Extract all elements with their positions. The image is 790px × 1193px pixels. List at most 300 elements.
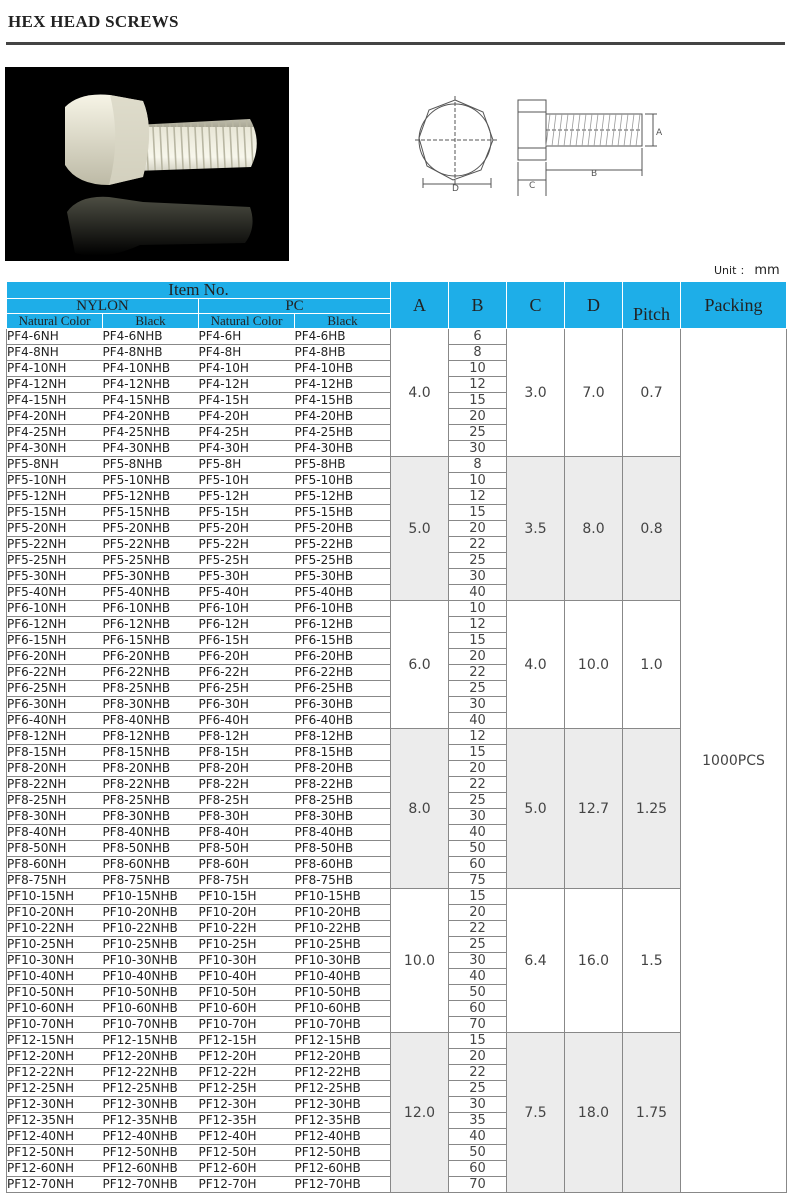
nylon-black-code: PF8-22NHB [103,777,199,793]
pc-natural-code: PF5-22H [199,537,295,553]
nylon-natural-code: PF8-25NH [7,793,103,809]
dim-a-value: 6.0 [391,601,449,729]
dim-b-value: 15 [449,393,507,409]
dim-c-value: 4.0 [507,601,565,729]
nylon-black-code: PF6-22NHB [103,665,199,681]
nylon-natural-code: PF5-30NH [7,569,103,585]
pc-black-code: PF10-25HB [295,937,391,953]
dim-b-value: 22 [449,665,507,681]
dim-b-value: 20 [449,649,507,665]
pc-black-code: PF4-8HB [295,345,391,361]
pc-black-code: PF10-20HB [295,905,391,921]
nylon-natural-code: PF5-15NH [7,505,103,521]
nylon-natural-code: PF6-20NH [7,649,103,665]
dim-a-value: 12.0 [391,1033,449,1193]
dim-b-value: 20 [449,409,507,425]
nylon-natural-code: PF5-8NH [7,457,103,473]
nylon-natural-code: PF4-10NH [7,361,103,377]
nylon-black-code: PF4-12NHB [103,377,199,393]
pc-black-code: PF8-15HB [295,745,391,761]
nylon-black-code: PF10-25NHB [103,937,199,953]
dim-b-value: 40 [449,585,507,601]
dim-b-value: 22 [449,537,507,553]
pc-black-code: PF5-30HB [295,569,391,585]
dim-b-value: 10 [449,601,507,617]
dim-b-value: 12 [449,729,507,745]
nylon-black-code: PF10-15NHB [103,889,199,905]
dim-b-value: 25 [449,937,507,953]
nylon-natural-code: PF6-30NH [7,697,103,713]
pitch-value: 0.7 [623,329,681,457]
nylon-black-code: PF4-6NHB [103,329,199,345]
pc-black-code: PF6-10HB [295,601,391,617]
pc-natural-code: PF12-25H [199,1081,295,1097]
pc-natural-code: PF6-12H [199,617,295,633]
pc-natural-code: PF10-22H [199,921,295,937]
pc-natural-code: PF4-30H [199,441,295,457]
nylon-black-code: PF8-60NHB [103,857,199,873]
nylon-natural-code: PF5-25NH [7,553,103,569]
pc-natural-code: PF8-20H [199,761,295,777]
pc-natural-code: PF5-40H [199,585,295,601]
nylon-natural-code: PF12-40NH [7,1129,103,1145]
nylon-black-code: PF6-10NHB [103,601,199,617]
pc-natural-code: PF8-60H [199,857,295,873]
header-packing: Packing [681,282,787,329]
pc-natural-code: PF4-6H [199,329,295,345]
spec-table [6,281,787,1193]
dim-c-value: 6.4 [507,889,565,1033]
nylon-natural-code: PF4-8NH [7,345,103,361]
pc-natural-code: PF8-15H [199,745,295,761]
dim-c-value: 3.0 [507,329,565,457]
dim-b-value: 40 [449,713,507,729]
unit-value: mm [754,263,780,278]
dim-b-value: 30 [449,953,507,969]
nylon-natural-code: PF12-50NH [7,1145,103,1161]
nylon-natural-code: PF10-70NH [7,1017,103,1033]
nylon-natural-code: PF8-15NH [7,745,103,761]
pc-black-code: PF5-15HB [295,505,391,521]
dim-b-value: 22 [449,777,507,793]
dim-b-value: 20 [449,521,507,537]
dim-b-value: 15 [449,1033,507,1049]
nylon-natural-code: PF10-20NH [7,905,103,921]
dim-d-value: 7.0 [565,329,623,457]
nylon-black-code: PF10-20NHB [103,905,199,921]
header-nylon: NYLON [7,299,199,314]
nylon-black-code: PF4-25NHB [103,425,199,441]
pc-black-code: PF6-25HB [295,681,391,697]
pc-natural-code: PF5-20H [199,521,295,537]
pc-natural-code: PF8-50H [199,841,295,857]
header-pitch: Pitch [623,282,681,329]
pc-black-code: PF10-30HB [295,953,391,969]
nylon-black-code: PF5-22NHB [103,537,199,553]
dim-b-value: 60 [449,857,507,873]
nylon-natural-code: PF10-22NH [7,921,103,937]
pc-natural-code: PF5-25H [199,553,295,569]
nylon-black-code: PF12-15NHB [103,1033,199,1049]
dim-b-value: 25 [449,681,507,697]
nylon-natural-code: PF12-20NH [7,1049,103,1065]
nylon-black-code: PF8-15NHB [103,745,199,761]
dim-b-value: 40 [449,1129,507,1145]
nylon-natural-code: PF8-30NH [7,809,103,825]
nylon-black-code: PF4-30NHB [103,441,199,457]
nylon-natural-code: PF4-12NH [7,377,103,393]
nylon-black-code: PF5-10NHB [103,473,199,489]
unit-label: Unit ： [714,264,751,277]
pc-black-code: PF12-20HB [295,1049,391,1065]
nylon-black-code: PF12-20NHB [103,1049,199,1065]
nylon-natural-code: PF5-12NH [7,489,103,505]
dim-b-value: 75 [449,873,507,889]
pc-natural-code: PF10-20H [199,905,295,921]
pc-black-code: PF12-60HB [295,1161,391,1177]
dim-b-value: 20 [449,905,507,921]
pc-black-code: PF6-22HB [295,665,391,681]
nylon-black-code: PF10-22NHB [103,921,199,937]
dimension-drawing [415,92,675,202]
dim-label-a: A [656,128,663,138]
pc-black-code: PF4-20HB [295,409,391,425]
dim-b-value: 15 [449,745,507,761]
pc-natural-code: PF10-40H [199,969,295,985]
dim-b-value: 6 [449,329,507,345]
pc-black-code: PF8-20HB [295,761,391,777]
pc-natural-code: PF12-70H [199,1177,295,1193]
pc-black-code: PF6-30HB [295,697,391,713]
dim-a-value: 10.0 [391,889,449,1033]
unit-note [714,262,780,278]
pc-black-code: PF8-60HB [295,857,391,873]
nylon-natural-code: PF8-20NH [7,761,103,777]
nylon-black-code: PF12-30NHB [103,1097,199,1113]
pc-natural-code: PF5-10H [199,473,295,489]
pc-black-code: PF8-75HB [295,873,391,889]
nylon-natural-code: PF5-20NH [7,521,103,537]
dim-d-value: 18.0 [565,1033,623,1193]
pc-natural-code: PF4-15H [199,393,295,409]
pitch-value: 1.0 [623,601,681,729]
pc-natural-code: PF8-75H [199,873,295,889]
table-row [7,601,787,617]
nylon-black-code: PF8-75NHB [103,873,199,889]
dim-b-value: 40 [449,969,507,985]
pc-black-code: PF10-60HB [295,1001,391,1017]
dim-b-value: 10 [449,361,507,377]
pc-black-code: PF12-50HB [295,1145,391,1161]
nylon-black-code: PF12-40NHB [103,1129,199,1145]
nylon-black-code: PF12-60NHB [103,1161,199,1177]
pc-natural-code: PF12-22H [199,1065,295,1081]
nylon-natural-code: PF4-15NH [7,393,103,409]
pc-natural-code: PF8-12H [199,729,295,745]
dim-b-value: 12 [449,377,507,393]
pitch-value: 0.8 [623,457,681,601]
dim-b-value: 60 [449,1161,507,1177]
dim-b-value: 20 [449,1049,507,1065]
header-pc: PC [199,299,391,314]
spec-table-body [7,329,787,1193]
nylon-black-code: PF10-60NHB [103,1001,199,1017]
pc-black-code: PF8-25HB [295,793,391,809]
nylon-natural-code: PF8-60NH [7,857,103,873]
nylon-natural-code: PF6-22NH [7,665,103,681]
dim-b-value: 70 [449,1177,507,1193]
pc-black-code: PF12-22HB [295,1065,391,1081]
dim-b-value: 35 [449,1113,507,1129]
pc-black-code: PF4-6HB [295,329,391,345]
nylon-natural-code: PF8-12NH [7,729,103,745]
pc-natural-code: PF12-15H [199,1033,295,1049]
nylon-natural-code: PF8-75NH [7,873,103,889]
nylon-natural-code: PF4-20NH [7,409,103,425]
table-row [7,1033,787,1049]
product-photo [5,67,289,261]
dim-b-value: 15 [449,633,507,649]
nylon-black-code: PF5-25NHB [103,553,199,569]
nylon-black-code: PF5-30NHB [103,569,199,585]
pc-natural-code: PF5-15H [199,505,295,521]
pc-black-code: PF12-40HB [295,1129,391,1145]
dim-b-value: 8 [449,457,507,473]
nylon-black-code: PF10-40NHB [103,969,199,985]
nylon-natural-code: PF4-6NH [7,329,103,345]
dim-c-value: 3.5 [507,457,565,601]
nylon-black-code: PF10-50NHB [103,985,199,1001]
dim-b-value: 50 [449,841,507,857]
nylon-black-code: PF5-12NHB [103,489,199,505]
nylon-black-code: PF8-30NHB [103,697,199,713]
nylon-natural-code: PF12-22NH [7,1065,103,1081]
nylon-black-code: PF12-22NHB [103,1065,199,1081]
pc-black-code: PF5-40HB [295,585,391,601]
nylon-black-code: PF6-20NHB [103,649,199,665]
pc-natural-code: PF10-15H [199,889,295,905]
dim-b-value: 10 [449,473,507,489]
dim-b-value: 30 [449,441,507,457]
nylon-black-code: PF8-25NHB [103,793,199,809]
pc-black-code: PF5-8HB [295,457,391,473]
pc-natural-code: PF4-8H [199,345,295,361]
header-pc-black: Black [295,314,391,329]
pc-black-code: PF12-70HB [295,1177,391,1193]
nylon-black-code: PF5-20NHB [103,521,199,537]
dim-b-value: 40 [449,825,507,841]
nylon-black-code: PF8-40NHB [103,825,199,841]
pc-black-code: PF5-25HB [295,553,391,569]
nylon-black-code: PF12-70NHB [103,1177,199,1193]
dim-a-value: 8.0 [391,729,449,889]
dim-c-value: 7.5 [507,1033,565,1193]
pc-black-code: PF10-40HB [295,969,391,985]
pc-black-code: PF12-25HB [295,1081,391,1097]
pc-black-code: PF4-15HB [295,393,391,409]
pc-black-code: PF8-40HB [295,825,391,841]
dim-b-value: 50 [449,1145,507,1161]
dim-d-value: 10.0 [565,601,623,729]
pc-black-code: PF5-22HB [295,537,391,553]
pc-black-code: PF6-40HB [295,713,391,729]
nylon-black-code: PF6-15NHB [103,633,199,649]
dim-d-value: 12.7 [565,729,623,889]
nylon-natural-code: PF12-35NH [7,1113,103,1129]
header-item-no: Item No. [7,282,391,299]
nylon-black-code: PF8-50NHB [103,841,199,857]
pc-natural-code: PF10-25H [199,937,295,953]
nylon-natural-code: PF10-30NH [7,953,103,969]
technical-diagram-image [415,92,675,202]
pitch-value: 1.5 [623,889,681,1033]
pc-natural-code: PF10-70H [199,1017,295,1033]
nylon-black-code: PF5-40NHB [103,585,199,601]
nylon-black-code: PF5-15NHB [103,505,199,521]
page-title: HEX HEAD SCREWS [8,12,179,31]
pc-black-code: PF4-25HB [295,425,391,441]
nylon-black-code: PF8-12NHB [103,729,199,745]
nylon-black-code: PF6-12NHB [103,617,199,633]
pc-black-code: PF12-35HB [295,1113,391,1129]
pc-black-code: PF12-30HB [295,1097,391,1113]
header-nylon-black: Black [103,314,199,329]
header-d: D [565,282,623,329]
pc-natural-code: PF6-40H [199,713,295,729]
nylon-natural-code: PF4-25NH [7,425,103,441]
pc-black-code: PF10-22HB [295,921,391,937]
pc-natural-code: PF5-12H [199,489,295,505]
dim-b-value: 70 [449,1017,507,1033]
nylon-natural-code: PF10-60NH [7,1001,103,1017]
nylon-black-code: PF5-8NHB [103,457,199,473]
nylon-natural-code: PF12-60NH [7,1161,103,1177]
dim-b-value: 20 [449,761,507,777]
nylon-natural-code: PF8-50NH [7,841,103,857]
pc-black-code: PF6-12HB [295,617,391,633]
pc-black-code: PF10-70HB [295,1017,391,1033]
nylon-natural-code: PF8-22NH [7,777,103,793]
pc-natural-code: PF6-30H [199,697,295,713]
dim-b-value: 30 [449,569,507,585]
dim-b-value: 30 [449,697,507,713]
pc-natural-code: PF6-22H [199,665,295,681]
pc-black-code: PF4-30HB [295,441,391,457]
nylon-natural-code: PF8-40NH [7,825,103,841]
nylon-black-code: PF4-10NHB [103,361,199,377]
pitch-value: 1.75 [623,1033,681,1193]
pc-natural-code: PF10-30H [199,953,295,969]
pc-black-code: PF12-15HB [295,1033,391,1049]
pc-black-code: PF8-30HB [295,809,391,825]
header-pc-natural: Natural Color [199,314,295,329]
pc-natural-code: PF6-15H [199,633,295,649]
nylon-natural-code: PF10-25NH [7,937,103,953]
dim-b-value: 12 [449,617,507,633]
pc-black-code: PF10-15HB [295,889,391,905]
pc-natural-code: PF8-25H [199,793,295,809]
pc-black-code: PF8-12HB [295,729,391,745]
pc-natural-code: PF4-20H [199,409,295,425]
pc-black-code: PF5-10HB [295,473,391,489]
dim-b-value: 12 [449,489,507,505]
dim-b-value: 15 [449,505,507,521]
nylon-natural-code: PF12-25NH [7,1081,103,1097]
pc-natural-code: PF4-12H [199,377,295,393]
pc-black-code: PF4-12HB [295,377,391,393]
nylon-black-code: PF4-20NHB [103,409,199,425]
nylon-natural-code: PF4-30NH [7,441,103,457]
nylon-natural-code: PF10-40NH [7,969,103,985]
pc-black-code: PF6-20HB [295,649,391,665]
header-a: A [391,282,449,329]
nylon-natural-code: PF5-22NH [7,537,103,553]
pc-natural-code: PF12-35H [199,1113,295,1129]
pc-natural-code: PF10-50H [199,985,295,1001]
nylon-black-code: PF4-15NHB [103,393,199,409]
pc-natural-code: PF8-22H [199,777,295,793]
pc-natural-code: PF12-40H [199,1129,295,1145]
table-row [7,889,787,905]
hex-screw-photo-image [5,67,289,261]
nylon-natural-code: PF10-15NH [7,889,103,905]
dim-b-value: 50 [449,985,507,1001]
packing-value: 1000PCS [681,329,787,1193]
pc-black-code: PF10-50HB [295,985,391,1001]
dim-label-c: C [529,181,536,191]
dim-a-value: 5.0 [391,457,449,601]
nylon-black-code: PF12-50NHB [103,1145,199,1161]
nylon-black-code: PF10-70NHB [103,1017,199,1033]
dim-b-value: 30 [449,809,507,825]
pc-black-code: PF6-15HB [295,633,391,649]
header-c: C [507,282,565,329]
dim-b-value: 25 [449,793,507,809]
nylon-natural-code: PF5-40NH [7,585,103,601]
dim-b-value: 22 [449,1065,507,1081]
pc-natural-code: PF12-50H [199,1145,295,1161]
nylon-natural-code: PF12-30NH [7,1097,103,1113]
dim-c-value: 5.0 [507,729,565,889]
dim-b-value: 60 [449,1001,507,1017]
nylon-natural-code: PF6-40NH [7,713,103,729]
nylon-natural-code: PF5-10NH [7,473,103,489]
dim-d-value: 16.0 [565,889,623,1033]
table-row [7,457,787,473]
dim-b-value: 8 [449,345,507,361]
pc-natural-code: PF6-10H [199,601,295,617]
nylon-natural-code: PF6-10NH [7,601,103,617]
pc-black-code: PF4-10HB [295,361,391,377]
title-divider [6,42,785,45]
pitch-value: 1.25 [623,729,681,889]
dim-b-value: 25 [449,425,507,441]
pc-black-code: PF5-12HB [295,489,391,505]
nylon-black-code: PF12-25NHB [103,1081,199,1097]
pc-natural-code: PF6-20H [199,649,295,665]
nylon-black-code: PF8-30NHB [103,809,199,825]
nylon-natural-code: PF6-12NH [7,617,103,633]
header-b: B [449,282,507,329]
pc-natural-code: PF8-30H [199,809,295,825]
pc-natural-code: PF12-30H [199,1097,295,1113]
nylon-natural-code: PF6-15NH [7,633,103,649]
pc-natural-code: PF4-10H [199,361,295,377]
dim-a-value: 4.0 [391,329,449,457]
nylon-black-code: PF8-40NHB [103,713,199,729]
nylon-black-code: PF8-20NHB [103,761,199,777]
pc-natural-code: PF5-30H [199,569,295,585]
